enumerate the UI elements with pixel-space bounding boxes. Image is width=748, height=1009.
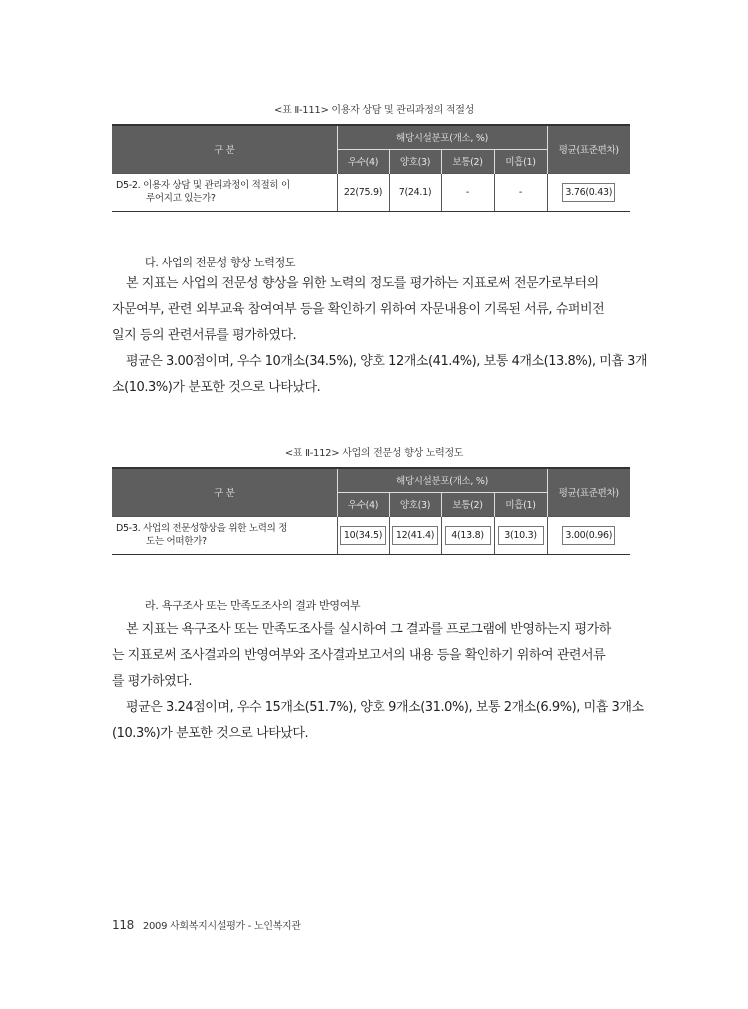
table1-cell: - [441, 173, 494, 211]
table1-header-col: 보통(2) [441, 149, 494, 173]
table1-item-line1: D5-2. 이용자 상담 및 관리과정이 적절히 이 [116, 180, 290, 191]
table2-cell [441, 516, 494, 554]
table2-cell-value: 12(41.4) [392, 526, 438, 545]
section-da-body [112, 271, 648, 401]
table1-cell: 7(24.1) [389, 173, 441, 211]
table1-header-distribution: 해당시설분포(개소, %) [337, 125, 547, 149]
footer-text: 2009 사회복지시설평가 - 노인복지관 [142, 921, 301, 932]
table2-cell-value: 10(34.5) [340, 526, 386, 545]
table1-mean-value: 3.76(0.43) [562, 183, 615, 202]
section-da-line: 일지 등의 관련서류를 평가하였다. [112, 328, 297, 343]
section-da-line: 평균은 3.00점이며, 우수 10개소(34.5%), 양호 12개소(41.4%), 보통 4개소(13.8%), 미흡 3개 [126, 354, 648, 369]
table2-header-col: 양호(3) [389, 492, 441, 516]
section-da-line: 자문여부, 관련 외부교육 참여여부 등을 확인하기 위하여 자문내용이 기록된 서류, 슈퍼비전 [112, 302, 605, 317]
section-ra-line: 는 지표로써 조사결과의 반영여부와 조사결과보고서의 내용 등을 확인하기 위하여 관련서류 [112, 648, 606, 663]
table2-cell [389, 516, 441, 554]
section-ra-line: (10.3%)가 분포한 것으로 나타났다. [112, 726, 309, 741]
table2-header-col: 미흡(1) [494, 492, 547, 516]
table2-mean-cell [547, 516, 630, 554]
table2-header-col: 보통(2) [441, 492, 494, 516]
section-ra-body [112, 617, 644, 747]
section-ra-line: 를 평가하였다. [112, 674, 193, 689]
table2-cell-value: 4(13.8) [445, 526, 491, 545]
table2-header-distribution: 해당시설분포(개소, %) [337, 468, 547, 492]
table2-mean-value: 3.00(0.96) [562, 526, 615, 545]
table1-item-line2: 루어지고 있는가? [146, 193, 216, 204]
table1-caption: <표 Ⅱ-111> 이용자 상담 및 관리과정의 적절성 [274, 105, 474, 116]
section-da-title: 다. 사업의 전문성 향상 노력정도 [145, 256, 296, 269]
table1-cell: - [494, 173, 547, 211]
table1-item [112, 173, 337, 211]
section-da-line: 소(10.3%)가 분포한 것으로 나타났다. [112, 380, 321, 395]
table2-header-category: 구 분 [112, 468, 337, 516]
table1 [112, 124, 630, 212]
table2-cell-value: 3(10.3) [498, 526, 544, 545]
table2-cell [337, 516, 389, 554]
table2-header-col: 우수(4) [337, 492, 389, 516]
section-ra-line: 본 지표는 욕구조사 또는 만족도조사를 실시하여 그 결과를 프로그램에 반영하는지 평가하 [126, 622, 611, 637]
table2-item-line2: 도는 어떠한가? [146, 536, 207, 547]
table2 [112, 467, 630, 555]
page-footer [112, 917, 301, 932]
table1-header-col: 미흡(1) [494, 149, 547, 173]
table1-mean-cell [547, 173, 630, 211]
table2-item-line1: D5-3. 사업의 전문성향상을 위한 노력의 정 [116, 523, 288, 534]
page-number: 118 [112, 918, 135, 932]
table2-cell [494, 516, 547, 554]
table2-caption: <표 Ⅱ-112> 사업의 전문성 향상 노력정도 [284, 448, 464, 459]
section-ra-title: 라. 욕구조사 또는 만족도조사의 결과 반영여부 [145, 599, 361, 612]
table1-cell: 22(75.9) [337, 173, 389, 211]
table1-header-mean: 평균(표준편차) [547, 125, 630, 173]
table2-header-mean: 평균(표준편차) [547, 468, 630, 516]
table2-item [112, 516, 337, 554]
table1-header-category: 구 분 [112, 125, 337, 173]
table1-header-col: 우수(4) [337, 149, 389, 173]
table2-row [112, 516, 630, 554]
table1-header-col: 양호(3) [389, 149, 441, 173]
section-da-line: 본 지표는 사업의 전문성 향상을 위한 노력의 정도를 평가하는 지표로써 전문가로부터의 [126, 276, 599, 291]
section-ra-line: 평균은 3.24점이며, 우수 15개소(51.7%), 양호 9개소(31.0%), 보통 2개소(6.9%), 미흡 3개소 [126, 700, 644, 715]
table1-row [112, 173, 630, 211]
